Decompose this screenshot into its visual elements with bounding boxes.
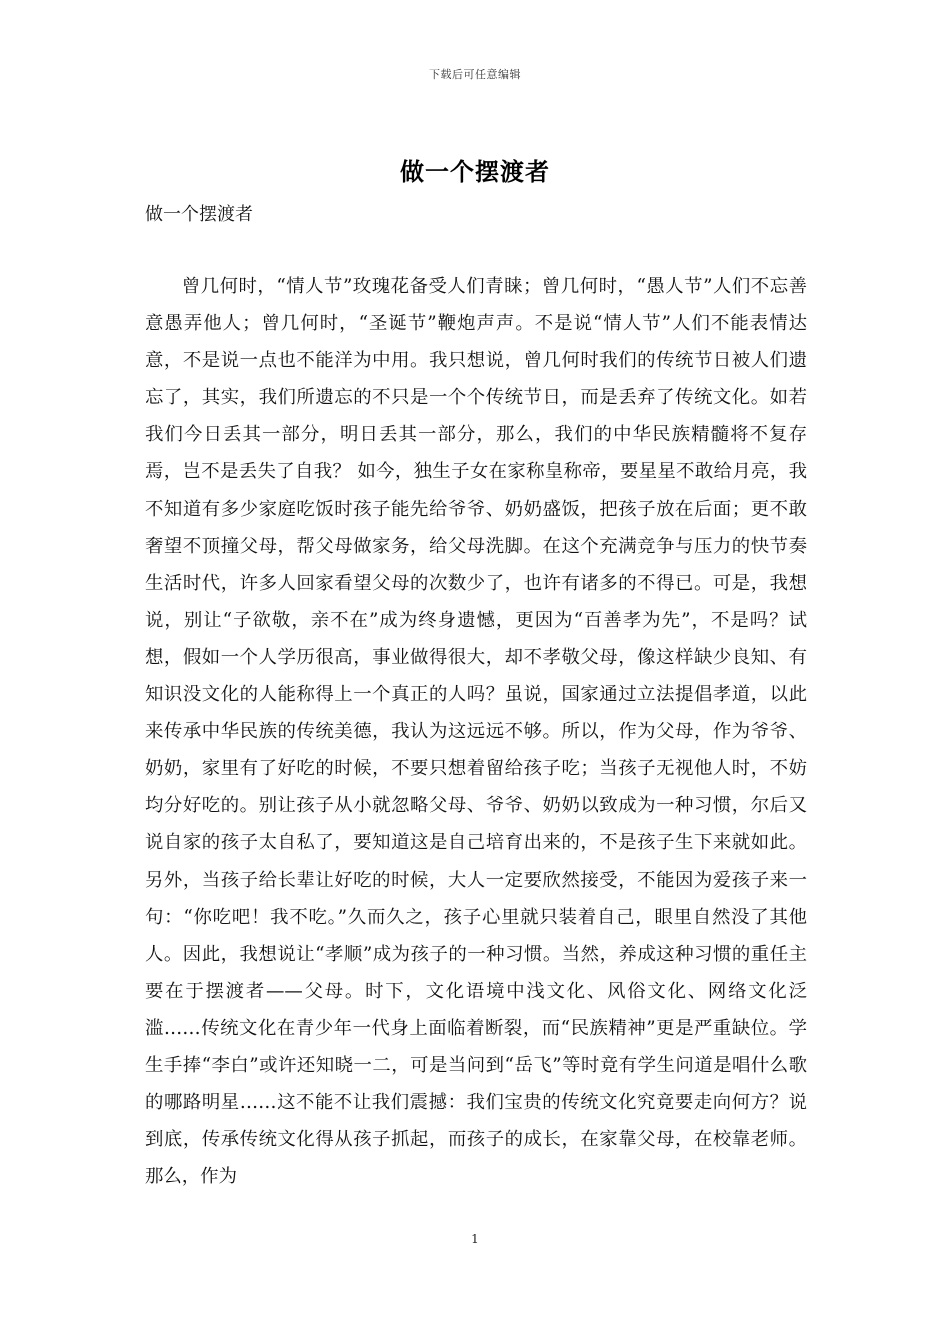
document-subtitle: 做一个摆渡者 [145, 204, 253, 225]
page-number: 1 [471, 1232, 479, 1246]
body-paragraph: 曾几何时，“情人节”玫瑰花备受人们青睐；曾几何时，“愚人节”人们不忘善意愚弄他人；曾几何时，“圣诞节”鞭炮声声。不是说“情人节”人们不能表情达意，不是说一点也不能洋为中用。我只想说，曾几何时我们的传统节日被人们遗忘了，其实，我们所遗忘的不只是一个个传统节日，而是丢弃了传统文化。如若我们今日丢其一部分，明日丢其一部分，那么，我们的中华民族精髓将不复存焉，岂不是丢失了自我？ 如今，独生子女在家称皇称帝，要星星不敢给月亮，我不知道有多少家庭吃饭时孩子能先给爷爷、奶奶盛饭，把孩子放在后面；更不敢奢望不顶撞父母，帮父母做家务，给父母洗脚。在这个充满竞争与压力的快节奏生活时代，许多人回家看望父母的次数少了，也许有诸多的不得已。可是，我想说，别让“子欲敬，亲不在”成为终身遗憾，更因为“百善孝为先”，不是吗？试想，假如一个人学历很高，事业做得很大，却不孝敬父母，像这样缺少良知、有知识没文化的人能称得上一个真正的人吗？虽说，国家通过立法提倡孝道，以此来传承中华民族的传统美德，我认为这远远不够。所以，作为父母，作为爷爷、奶奶，家里有了好吃的时候，不要只想着留给孩子吃；当孩子无视他人时，不妨均分好吃的。别让孩子从小就忽略父母、爷爷、奶奶以致成为一种习惯，尔后又说自家的孩子太自私了，要知道这是自己培育出来的，不是孩子生下来就如此。另外，当孩子给长辈让好吃的时候，大人一定要欣然接受，不能因为爱孩子来一句：“你吃吧！我不吃。”久而久之，孩子心里就只装着自己，眼里自然没了其他人。因此，我想说让“孝顺”成为孩子的一种习惯。当然，养成这种习惯的重任主要在于摆渡者——父母。时下，文化语境中浅文化、风俗文化、网络文化泛滥……传统文化在青少年一代身上面临着断裂，而“民族精神”更是严重缺位。学生手捧“李白”或许还知晓一二，可是当问到“岳飞”等时竟有学生问道是唱什么歌的哪路明星……这不能不让我们震撼：我们宝贵的传统文化究竟要走向何方？说到底，传承传统文化得从孩子抓起，而孩子的成长，在家靠父母，在校靠老师。那么，作为 [145, 276, 807, 1188]
header-note: 下载后可任意编辑 [429, 68, 521, 81]
document-title: 做一个摆渡者 [400, 157, 550, 186]
